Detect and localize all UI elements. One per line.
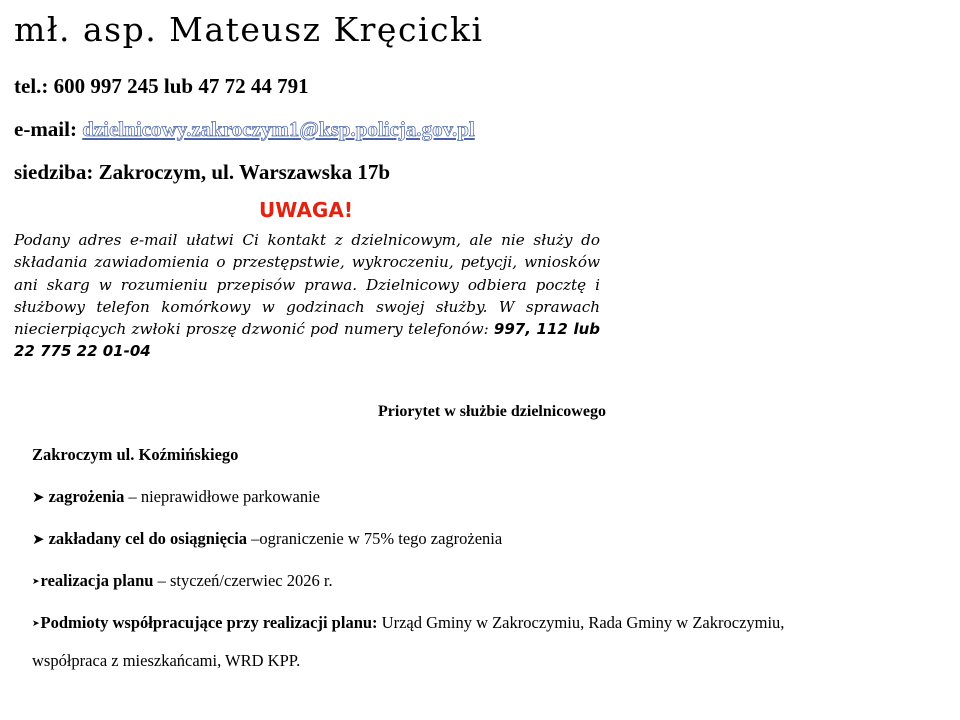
partners-line bbox=[32, 613, 784, 633]
priority-address: Zakroczym ul. Koźmińskiego bbox=[32, 445, 239, 464]
headquarters-line: siedziba: Zakroczym, ul. Warszawska 17b bbox=[14, 160, 391, 184]
arrowhead-bullet-icon: ➤ bbox=[32, 530, 45, 548]
warning-text: Podany adres e-mail ułatwi Ci kontakt z dzielnicowym, ale nie służy do składania zawiadomienia o przestępstwie, wykroczeniu, petycji, wniosków ani skarg w rozumieniu przepisów prawa. Dzielnicowy odbiera pocztę i służbowy telefon komórkowy w godzinach swojej służby. W sprawach niecierpiących zwłoki proszę dzwonić pod numery telefonów: bbox=[14, 231, 600, 339]
partners-value: Urząd Gminy w Zakroczymiu, Rada Gminy w Zakroczymiu, bbox=[377, 613, 785, 632]
phone-line: tel.: 600 997 245 lub 47 72 44 791 bbox=[14, 74, 309, 98]
goal-label: zakładany cel do osiągnięcia bbox=[48, 529, 248, 548]
partners-label: Podmioty współpracujące przy realizacji planu: bbox=[40, 613, 378, 632]
email-line bbox=[14, 117, 475, 142]
threat-line bbox=[32, 487, 320, 507]
email-label: e-mail bbox=[14, 117, 70, 141]
warning-title: UWAGA! bbox=[259, 198, 353, 222]
partners-line-continued: współpraca z mieszkańcami, WRD KPP. bbox=[32, 651, 301, 670]
priority-title: Priorytet w służbie dzielnicowego bbox=[378, 403, 606, 420]
plan-value: – styczeń/czerwiec 2026 r. bbox=[153, 571, 333, 590]
goal-line bbox=[32, 529, 502, 549]
arrowhead-bullet-icon: ➤ bbox=[32, 488, 45, 506]
goal-value: –ograniczenie w 75% tego zagrożenia bbox=[247, 529, 503, 548]
email-separator: : bbox=[69, 117, 83, 141]
email-link[interactable]: dzielnicowy.zakroczym1@ksp.policja.gov.pl bbox=[82, 117, 475, 141]
officer-name: mł. asp. Mateusz Kręcicki bbox=[14, 10, 484, 49]
plan-label: realizacja planu bbox=[40, 571, 154, 590]
emergency-numbers: 997, 112 lub 22 775 22 01-04 bbox=[14, 320, 600, 361]
threat-label: zagrożenia bbox=[48, 487, 125, 506]
arrowhead-bullet-icon: ➤ bbox=[32, 577, 40, 588]
arrowhead-bullet-icon: ➤ bbox=[32, 619, 40, 630]
warning-body bbox=[14, 229, 600, 363]
threat-value: – nieprawidłowe parkowanie bbox=[124, 487, 320, 506]
plan-line bbox=[32, 571, 333, 591]
